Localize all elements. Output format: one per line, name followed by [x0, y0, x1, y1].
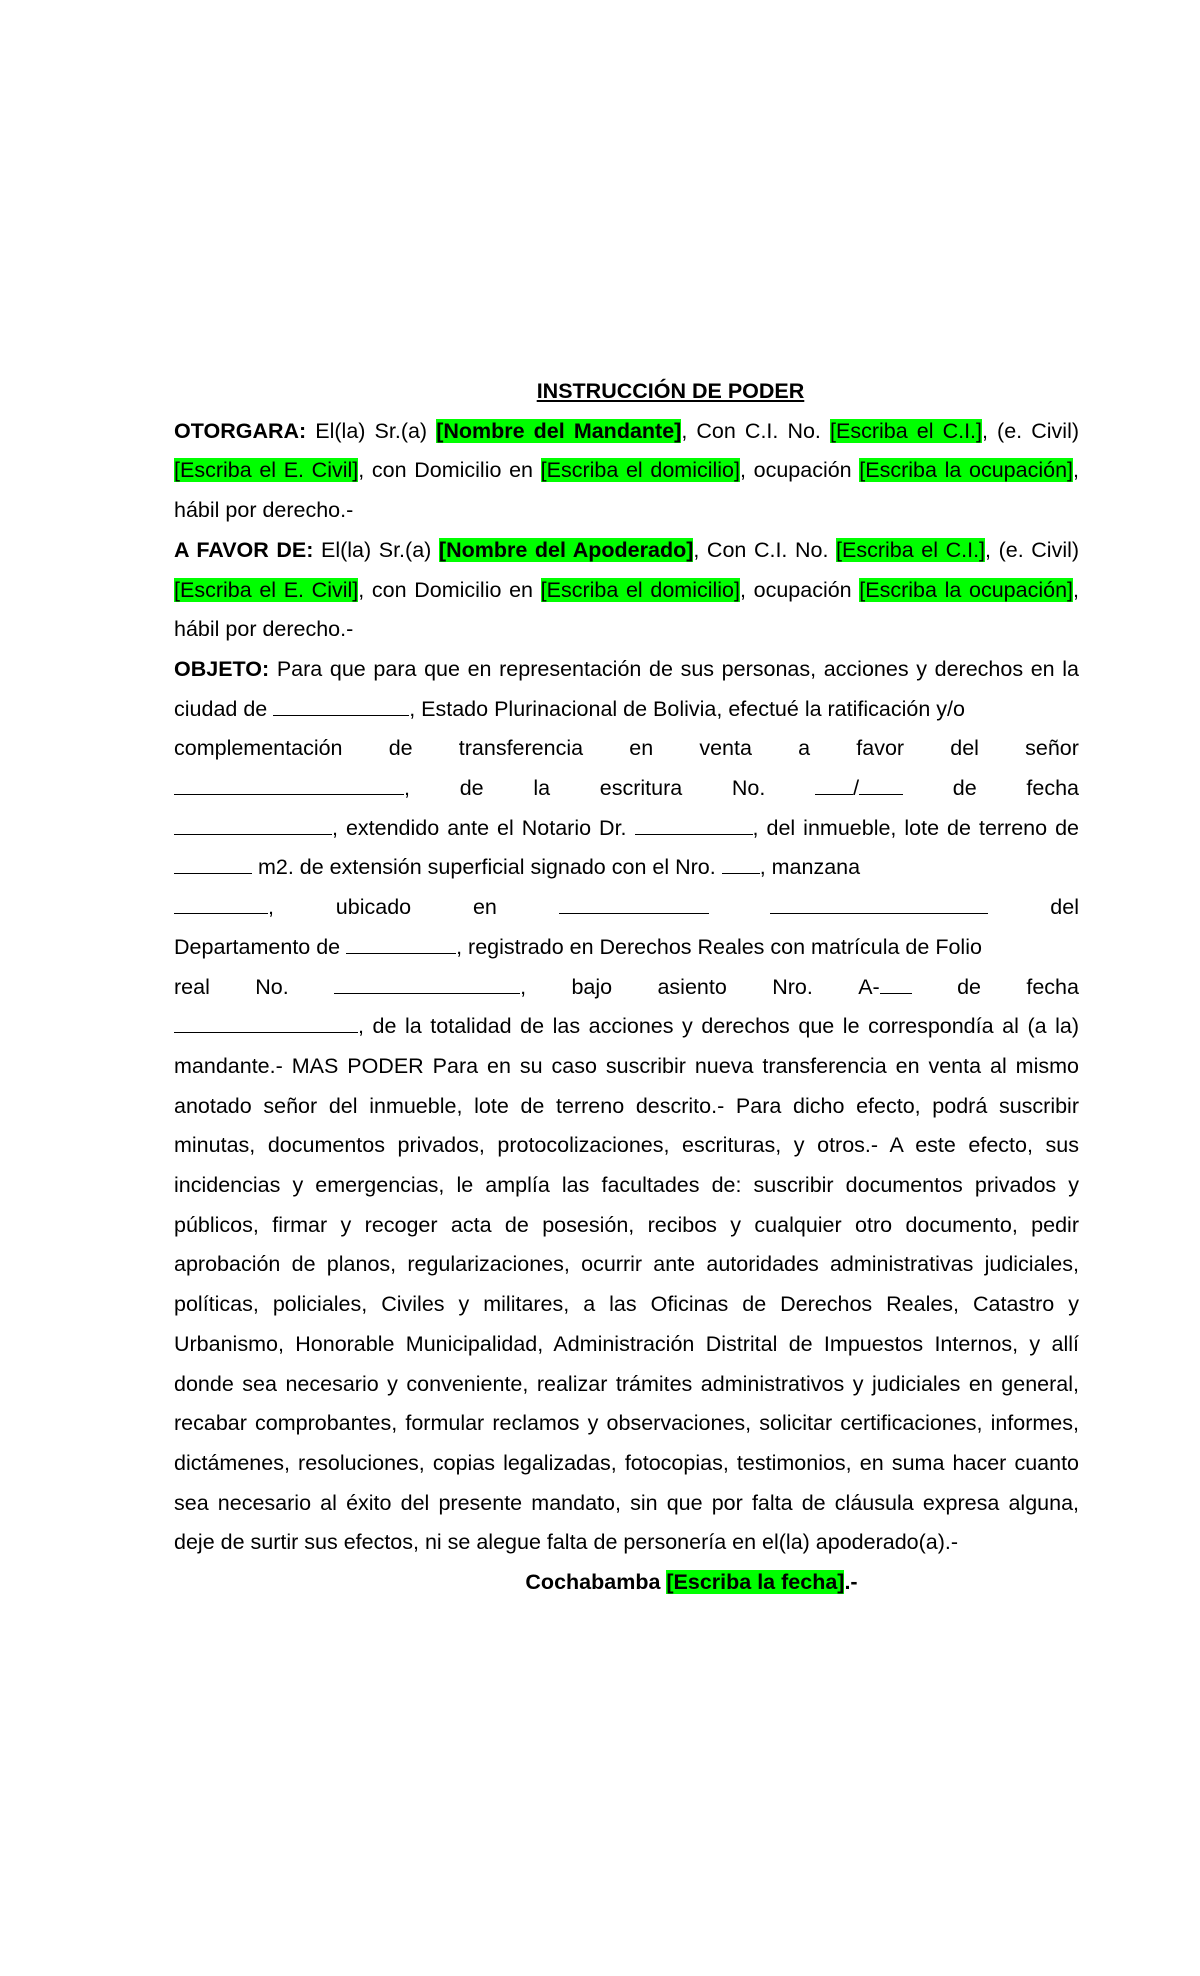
- apoderado-ci-field[interactable]: [Escriba el C.I.]: [836, 537, 986, 562]
- objeto-word: en: [472, 895, 497, 920]
- favor-text: El(la) Sr.(a): [313, 537, 439, 562]
- objeto-text: Para que para que en representación de sus personas, acciones y derechos en la ciudad de: [174, 656, 1079, 721]
- favor-text: , (e. Civil): [985, 537, 1080, 562]
- manzana-group: [174, 888, 274, 928]
- otorgara-label: OTORGARA:: [174, 418, 307, 443]
- ubicacion-blank[interactable]: [770, 889, 988, 914]
- escritura-year-blank[interactable]: [859, 770, 903, 795]
- objeto-line-1-2: [174, 650, 1079, 729]
- objeto-label: OBJETO:: [174, 656, 270, 681]
- mandante-name-field[interactable]: [Nombre del Mandante]: [436, 418, 682, 443]
- objeto-text: , de la totalidad de las acciones y derechos que le correspondía al: [358, 1014, 1019, 1039]
- objeto-text: m2. de extensión superficial signado con el Nro.: [252, 855, 722, 880]
- objeto-word: real: [174, 974, 210, 999]
- objeto-word: la: [533, 776, 551, 801]
- escritura-number-blank[interactable]: [815, 770, 853, 795]
- objeto-word: complementación: [174, 736, 343, 761]
- otorgara-text: , ocupación: [739, 458, 860, 483]
- mandante-ocupacion-field[interactable]: [Escriba la ocupación]: [859, 458, 1074, 483]
- objeto-word: A-: [858, 974, 880, 999]
- otorgara-text: , (e. Civil): [982, 418, 1080, 443]
- otorgara-text: , hábil por derecho.-: [174, 458, 1079, 523]
- mandante-domicilio-field[interactable]: [Escriba el domicilio]: [540, 458, 740, 483]
- favor-text: , con Domicilio en: [358, 577, 541, 602]
- objeto-word: de: [459, 776, 484, 801]
- objeto-word: bajo: [571, 974, 613, 999]
- objeto-word: favor: [856, 736, 905, 761]
- objeto-line-3: [174, 729, 1079, 769]
- otorgara-text: , Con C.I. No.: [681, 418, 830, 443]
- objeto-word: de: [957, 974, 981, 999]
- objeto-line-4: [174, 769, 1079, 809]
- mandante-ci-field[interactable]: [Escriba el C.I.]: [830, 418, 982, 443]
- objeto-line-7: [174, 888, 1079, 928]
- escritura-group: [815, 769, 903, 809]
- objeto-text: , manzana: [759, 855, 861, 880]
- objeto-section: [174, 650, 1079, 1563]
- objeto-body: [174, 1007, 1079, 1563]
- closing-city: Cochabamba: [525, 1570, 667, 1595]
- folio-group: [334, 968, 526, 1008]
- otorgara-text: , con Domicilio en: [358, 458, 541, 483]
- favor-text: , Con C.I. No.: [693, 537, 837, 562]
- objeto-word: fecha: [1026, 974, 1079, 999]
- asiento-group: [858, 968, 912, 1008]
- fecha-escritura-blank[interactable]: [174, 810, 332, 835]
- notario-blank[interactable]: [635, 810, 753, 835]
- departamento-blank[interactable]: [346, 929, 456, 954]
- ubicado-blank[interactable]: [559, 889, 709, 914]
- favor-text: , hábil por derecho.-: [174, 577, 1079, 642]
- objeto-word: del: [1050, 895, 1079, 920]
- objeto-text: , Estado Plurinacional de Bolivia, efectué la ratificación y/o: [409, 696, 965, 721]
- otorgara-paragraph: [174, 412, 1079, 531]
- objeto-word: transferencia: [458, 736, 584, 761]
- objeto-word: No.: [255, 974, 289, 999]
- objeto-text: , registrado en Derechos Reales con matrícula de Folio: [456, 934, 982, 959]
- objeto-word: señor: [1025, 736, 1079, 761]
- objeto-word: Nro.: [772, 974, 813, 999]
- favor-text: , ocupación: [739, 577, 860, 602]
- senor-blank[interactable]: [174, 770, 404, 795]
- objeto-word: de: [952, 776, 977, 801]
- objeto-text: terreno de: [978, 815, 1079, 840]
- objeto-word: de: [388, 736, 413, 761]
- date-field[interactable]: [Escriba la fecha]: [666, 1570, 845, 1595]
- senor-group: [174, 769, 410, 809]
- apoderado-civil-field[interactable]: [Escriba el E. Civil]: [174, 577, 359, 602]
- objeto-word: fecha: [1026, 776, 1079, 801]
- closing-line: [304, 1563, 1079, 1603]
- objeto-word: escritura: [599, 776, 683, 801]
- objeto-word: ,: [404, 776, 410, 801]
- objeto-line-5-6: [174, 809, 1079, 888]
- document-title: INSTRUCCIÓN DE PODER: [536, 379, 805, 403]
- objeto-text: Departamento de: [174, 934, 347, 959]
- ciudad-blank[interactable]: [273, 691, 409, 716]
- apoderado-name-field[interactable]: [Nombre del Apoderado]: [438, 537, 694, 562]
- objeto-text: , extendido ante el Notario Dr.: [332, 815, 635, 840]
- objeto-text: , del inmueble, lote de: [752, 815, 971, 840]
- manzana-blank[interactable]: [174, 889, 268, 914]
- nro-blank[interactable]: [722, 849, 760, 874]
- objeto-word: del: [950, 736, 979, 761]
- objeto-line-9: [174, 968, 1079, 1008]
- document-body: [174, 372, 1079, 1603]
- otorgara-text: El(la) Sr.(a): [306, 418, 437, 443]
- folio-blank[interactable]: [334, 969, 520, 994]
- closing-end: .-: [844, 1570, 858, 1595]
- objeto-word: ,: [268, 895, 274, 920]
- fecha-asiento-blank[interactable]: [174, 1008, 358, 1033]
- objeto-text: (a la) mandante.- MAS PODER Para en su caso suscribir nueva transferencia en venta al mismo anotado señor del inmueble, lote de terreno descrito.- Para dicho efecto, podrá suscribir minutas, documentos privados, protocolizaciones, escrituras, y otros.- A este efecto, sus incidencias y emergencias, le amplía las facultades de: suscribir documentos privados y públicos, firmar y recoger acta de posesión, recibos y cualquier otro documento, pedir aprobación de planos, regularizaciones, ocurrir ante autoridades administrativas judiciales, políticas, policiales, Civiles y militares, a las Oficinas de Derechos Reales, Catastro y Urbanismo, Honorable Municipalidad, Administración Distrital de Impuestos Internos, y allí donde sea necesario y conveniente, realizar trámites administrativos y judiciales en general, recabar comprobantes, formular reclamos y observaciones, solicitar certificaciones, informes, dictámenes, resoluciones, copias legalizadas, fotocopias, testimonios, en suma hacer cuanto sea necesario al éxito del presente mandato, sin que por falta de cláusula expresa alguna, deje de surtir sus efectos, ni se alegue falta de personería en el(la) apoderado(a).-: [174, 1014, 1080, 1555]
- objeto-line-8: [174, 928, 1079, 968]
- objeto-word: asiento: [657, 974, 727, 999]
- objeto-word: ubicado: [335, 895, 412, 920]
- objeto-word: ,: [520, 974, 527, 999]
- objeto-word: venta: [699, 736, 752, 761]
- apoderado-domicilio-field[interactable]: [Escriba el domicilio]: [540, 577, 740, 602]
- favor-paragraph: [174, 531, 1079, 650]
- apoderado-ocupacion-field[interactable]: [Escriba la ocupación]: [859, 577, 1074, 602]
- favor-label: A FAVOR DE:: [174, 537, 314, 562]
- superficie-blank[interactable]: [174, 849, 252, 874]
- objeto-word: No.: [731, 776, 766, 801]
- asiento-blank[interactable]: [880, 969, 912, 994]
- objeto-word: en: [629, 736, 654, 761]
- mandante-civil-field[interactable]: [Escriba el E. Civil]: [174, 458, 359, 483]
- objeto-word: /: [853, 776, 860, 801]
- objeto-word: a: [798, 736, 811, 761]
